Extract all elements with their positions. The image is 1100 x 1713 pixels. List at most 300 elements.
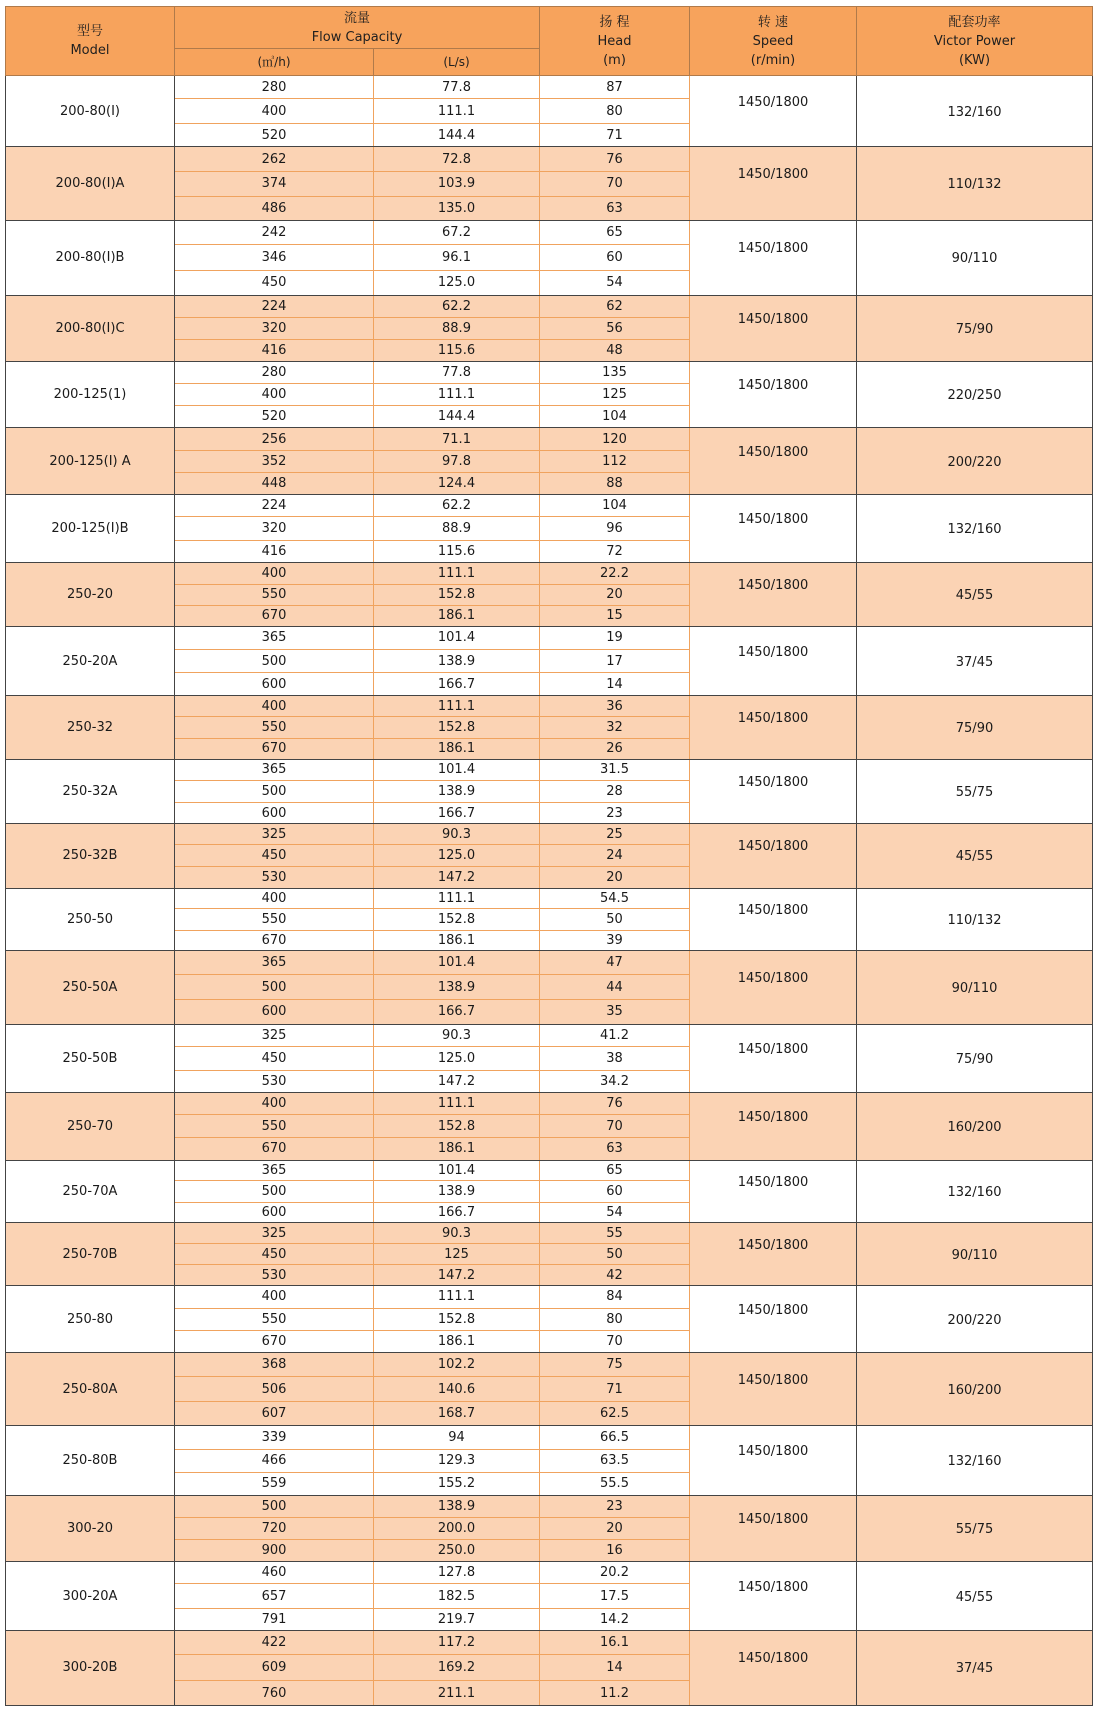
- header-flow-unit-ls: (L/s): [374, 49, 540, 76]
- header-speed-en: Speed: [752, 33, 794, 49]
- ls-cell: 111.1: [374, 1093, 540, 1115]
- ls-cell: 186.1: [374, 930, 540, 950]
- head-cell: 54.5: [540, 888, 690, 908]
- power-cell: 220/250: [857, 362, 1093, 428]
- m3h-cell: 325: [175, 1222, 374, 1243]
- head-cell: 31.5: [540, 759, 690, 780]
- ls-cell: 147.2: [374, 1070, 540, 1092]
- ls-cell: 124.4: [374, 472, 540, 494]
- m3h-cell: 320: [175, 517, 374, 541]
- header-flow-en: Flow Capacity: [311, 29, 403, 45]
- power-cell: 75/90: [857, 295, 1093, 361]
- power-cell: 132/160: [857, 494, 1093, 562]
- ls-cell: 166.7: [374, 1000, 540, 1024]
- ls-cell: 144.4: [374, 406, 540, 428]
- model-cell: 250-32B: [6, 824, 175, 888]
- ls-cell: 101.4: [374, 626, 540, 649]
- m3h-cell: 416: [175, 541, 374, 563]
- table-row: [6, 1286, 1093, 1308]
- m3h-cell: 657: [175, 1584, 374, 1608]
- m3h-cell: 368: [175, 1352, 374, 1376]
- ls-cell: 129.3: [374, 1449, 540, 1472]
- head-cell: 22.2: [540, 563, 690, 584]
- m3h-cell: 400: [175, 99, 374, 124]
- table-row: [6, 1160, 1093, 1180]
- m3h-cell: 242: [175, 221, 374, 245]
- header-speed: [690, 7, 857, 76]
- ls-cell: 138.9: [374, 975, 540, 1000]
- model-cell: 250-32: [6, 696, 175, 759]
- ls-cell: 103.9: [374, 171, 540, 196]
- speed-cell: 1450/1800: [690, 759, 857, 823]
- head-cell: 41.2: [540, 1024, 690, 1046]
- m3h-cell: 609: [175, 1654, 374, 1680]
- ls-cell: 96.1: [374, 245, 540, 271]
- power-cell: 160/200: [857, 1352, 1093, 1426]
- speed-cell: 1450/1800: [690, 626, 857, 695]
- head-cell: 44: [540, 975, 690, 1000]
- m3h-cell: 400: [175, 888, 374, 908]
- m3h-cell: 224: [175, 295, 374, 317]
- ls-cell: 138.9: [374, 1495, 540, 1517]
- model-cell: 200-125(I) A: [6, 428, 175, 494]
- header-model-en: Model: [70, 43, 110, 58]
- table-row: [6, 626, 1093, 649]
- power-cell: 45/55: [857, 1562, 1093, 1630]
- ls-cell: 111.1: [374, 384, 540, 406]
- m3h-cell: 607: [175, 1402, 374, 1426]
- model-cell: 200-80(I)C: [6, 295, 175, 361]
- head-cell: 135: [540, 362, 690, 384]
- head-cell: 96: [540, 517, 690, 541]
- m3h-cell: 346: [175, 245, 374, 271]
- head-cell: 63: [540, 196, 690, 220]
- speed-cell: 1450/1800: [690, 428, 857, 494]
- speed-cell: 1450/1800: [690, 1352, 857, 1426]
- ls-cell: 101.4: [374, 951, 540, 975]
- ls-cell: 166.7: [374, 673, 540, 696]
- ls-cell: 111.1: [374, 1286, 540, 1308]
- head-cell: 60: [540, 1180, 690, 1202]
- ls-cell: 211.1: [374, 1681, 540, 1706]
- head-cell: 80: [540, 99, 690, 124]
- ls-cell: 125.0: [374, 1046, 540, 1070]
- head-cell: 76: [540, 147, 690, 171]
- ls-cell: 138.9: [374, 780, 540, 802]
- model-cell: 250-50: [6, 888, 175, 950]
- table-row: [6, 362, 1093, 384]
- table-row: [6, 1352, 1093, 1376]
- m3h-cell: 520: [175, 124, 374, 147]
- power-cell: 132/160: [857, 1426, 1093, 1495]
- head-cell: 36: [540, 696, 690, 717]
- m3h-cell: 600: [175, 1202, 374, 1222]
- table-row: [6, 221, 1093, 245]
- m3h-cell: 670: [175, 738, 374, 759]
- power-cell: 110/132: [857, 888, 1093, 950]
- ls-cell: 115.6: [374, 541, 540, 563]
- ls-cell: 77.8: [374, 76, 540, 99]
- model-cell: 250-20: [6, 563, 175, 626]
- table-row: [6, 494, 1093, 516]
- m3h-cell: 460: [175, 1562, 374, 1584]
- ls-cell: 147.2: [374, 1265, 540, 1286]
- table-row: [6, 147, 1093, 171]
- header-flow-unit-m3: (㎥/h): [175, 49, 374, 76]
- ls-cell: 155.2: [374, 1472, 540, 1495]
- power-cell: 37/45: [857, 1630, 1093, 1705]
- speed-cell: 1450/1800: [690, 1093, 857, 1160]
- model-cell: 200-80(I): [6, 76, 175, 147]
- head-cell: 32: [540, 717, 690, 738]
- head-cell: 42: [540, 1265, 690, 1286]
- speed-cell: 1450/1800: [690, 76, 857, 147]
- m3h-cell: 530: [175, 1265, 374, 1286]
- table-row: [6, 563, 1093, 584]
- ls-cell: 111.1: [374, 563, 540, 584]
- ls-cell: 182.5: [374, 1584, 540, 1608]
- head-cell: 63: [540, 1138, 690, 1160]
- speed-cell: 1450/1800: [690, 362, 857, 428]
- speed-cell: 1450/1800: [690, 696, 857, 759]
- ls-cell: 168.7: [374, 1402, 540, 1426]
- m3h-cell: 448: [175, 472, 374, 494]
- model-cell: 250-50B: [6, 1024, 175, 1092]
- power-cell: 110/132: [857, 147, 1093, 221]
- speed-cell: 1450/1800: [690, 888, 857, 950]
- table-row: [6, 1426, 1093, 1449]
- m3h-cell: 486: [175, 196, 374, 220]
- table-row: [6, 1495, 1093, 1517]
- m3h-cell: 365: [175, 951, 374, 975]
- m3h-cell: 365: [175, 1160, 374, 1180]
- ls-cell: 152.8: [374, 1308, 540, 1330]
- m3h-cell: 365: [175, 759, 374, 780]
- table-row: [6, 1630, 1093, 1654]
- m3h-cell: 500: [175, 780, 374, 802]
- head-cell: 75: [540, 1352, 690, 1376]
- ls-cell: 250.0: [374, 1540, 540, 1562]
- head-cell: 87: [540, 76, 690, 99]
- table-row: [6, 76, 1093, 99]
- speed-cell: 1450/1800: [690, 1160, 857, 1222]
- m3h-cell: 422: [175, 1630, 374, 1654]
- ls-cell: 135.0: [374, 196, 540, 220]
- model-cell: 200-125(I)B: [6, 494, 175, 562]
- power-cell: 200/220: [857, 428, 1093, 494]
- power-cell: 160/200: [857, 1093, 1093, 1160]
- m3h-cell: 224: [175, 494, 374, 516]
- ls-cell: 166.7: [374, 803, 540, 824]
- head-cell: 20: [540, 1517, 690, 1539]
- power-cell: 55/75: [857, 759, 1093, 823]
- m3h-cell: 760: [175, 1681, 374, 1706]
- m3h-cell: 600: [175, 673, 374, 696]
- power-cell: 45/55: [857, 824, 1093, 888]
- m3h-cell: 400: [175, 1286, 374, 1308]
- ls-cell: 152.8: [374, 717, 540, 738]
- ls-cell: 166.7: [374, 1202, 540, 1222]
- model-cell: 250-70B: [6, 1222, 175, 1285]
- m3h-cell: 400: [175, 1093, 374, 1115]
- head-cell: 20: [540, 584, 690, 605]
- model-cell: 250-80: [6, 1286, 175, 1352]
- power-cell: 90/110: [857, 1222, 1093, 1285]
- head-cell: 112: [540, 450, 690, 472]
- ls-cell: 67.2: [374, 221, 540, 245]
- ls-cell: 125: [374, 1244, 540, 1265]
- ls-cell: 88.9: [374, 517, 540, 541]
- model-cell: 200-80(I)B: [6, 221, 175, 296]
- m3h-cell: 450: [175, 845, 374, 867]
- head-cell: 17: [540, 650, 690, 673]
- m3h-cell: 550: [175, 717, 374, 738]
- head-cell: 55: [540, 1222, 690, 1243]
- m3h-cell: 559: [175, 1472, 374, 1495]
- speed-cell: 1450/1800: [690, 951, 857, 1025]
- header-power-unit: (KW): [958, 52, 991, 68]
- m3h-cell: 400: [175, 563, 374, 584]
- model-cell: 250-20A: [6, 626, 175, 695]
- table-row: [6, 824, 1093, 845]
- m3h-cell: 416: [175, 339, 374, 361]
- head-cell: 70: [540, 1330, 690, 1352]
- head-cell: 14.2: [540, 1608, 690, 1630]
- ls-cell: 152.8: [374, 1115, 540, 1138]
- m3h-cell: 450: [175, 271, 374, 295]
- ls-cell: 219.7: [374, 1608, 540, 1630]
- speed-cell: 1450/1800: [690, 824, 857, 888]
- ls-cell: 200.0: [374, 1517, 540, 1539]
- m3h-cell: 670: [175, 1330, 374, 1352]
- head-cell: 20.2: [540, 1562, 690, 1584]
- table-row: [6, 759, 1093, 780]
- m3h-cell: 374: [175, 171, 374, 196]
- table-row: [6, 1024, 1093, 1046]
- power-cell: 37/45: [857, 626, 1093, 695]
- ls-cell: 111.1: [374, 696, 540, 717]
- table-header: [6, 7, 1093, 76]
- m3h-cell: 600: [175, 1000, 374, 1024]
- table-body: [6, 76, 1093, 1706]
- ls-cell: 152.8: [374, 908, 540, 930]
- head-cell: 38: [540, 1046, 690, 1070]
- speed-cell: 1450/1800: [690, 147, 857, 221]
- table-row: [6, 1093, 1093, 1115]
- model-cell: 300-20B: [6, 1630, 175, 1705]
- head-cell: 11.2: [540, 1681, 690, 1706]
- header-power-en: Victor Power: [933, 33, 1016, 49]
- model-cell: 250-32A: [6, 759, 175, 823]
- ls-cell: 97.8: [374, 450, 540, 472]
- m3h-cell: 530: [175, 867, 374, 888]
- head-cell: 17.5: [540, 1584, 690, 1608]
- model-cell: 300-20A: [6, 1562, 175, 1630]
- head-cell: 63.5: [540, 1449, 690, 1472]
- model-cell: 250-70: [6, 1093, 175, 1160]
- head-cell: 23: [540, 1495, 690, 1517]
- m3h-cell: 500: [175, 1495, 374, 1517]
- m3h-cell: 450: [175, 1046, 374, 1070]
- pump-spec-table: [5, 6, 1093, 1706]
- head-cell: 65: [540, 1160, 690, 1180]
- header-head-unit: (m): [603, 52, 626, 68]
- head-cell: 14: [540, 1654, 690, 1680]
- m3h-cell: 280: [175, 362, 374, 384]
- m3h-cell: 791: [175, 1608, 374, 1630]
- m3h-cell: 365: [175, 626, 374, 649]
- ls-cell: 72.8: [374, 147, 540, 171]
- m3h-cell: 400: [175, 384, 374, 406]
- ls-cell: 94: [374, 1426, 540, 1449]
- power-cell: 75/90: [857, 696, 1093, 759]
- m3h-cell: 600: [175, 803, 374, 824]
- head-cell: 28: [540, 780, 690, 802]
- model-cell: 250-50A: [6, 951, 175, 1025]
- head-cell: 88: [540, 472, 690, 494]
- ls-cell: 138.9: [374, 1180, 540, 1202]
- speed-cell: 1450/1800: [690, 1630, 857, 1705]
- head-cell: 70: [540, 1115, 690, 1138]
- head-cell: 34.2: [540, 1070, 690, 1092]
- header-head-en: Head: [597, 33, 632, 49]
- header-model-cn: 型号: [76, 24, 103, 39]
- head-cell: 24: [540, 845, 690, 867]
- table-row: [6, 428, 1093, 450]
- ls-cell: 138.9: [374, 650, 540, 673]
- speed-cell: 1450/1800: [690, 295, 857, 361]
- head-cell: 16.1: [540, 1630, 690, 1654]
- head-cell: 19: [540, 626, 690, 649]
- ls-cell: 186.1: [374, 605, 540, 626]
- head-cell: 20: [540, 867, 690, 888]
- head-cell: 84: [540, 1286, 690, 1308]
- model-cell: 250-70A: [6, 1160, 175, 1222]
- m3h-cell: 520: [175, 406, 374, 428]
- power-cell: 132/160: [857, 76, 1093, 147]
- ls-cell: 101.4: [374, 1160, 540, 1180]
- m3h-cell: 500: [175, 650, 374, 673]
- ls-cell: 140.6: [374, 1377, 540, 1402]
- head-cell: 60: [540, 245, 690, 271]
- m3h-cell: 500: [175, 975, 374, 1000]
- ls-cell: 88.9: [374, 317, 540, 339]
- head-cell: 66.5: [540, 1426, 690, 1449]
- m3h-cell: 325: [175, 824, 374, 845]
- header-speed-cn: 转 速: [757, 14, 789, 30]
- speed-cell: 1450/1800: [690, 1024, 857, 1092]
- m3h-cell: 325: [175, 1024, 374, 1046]
- ls-cell: 186.1: [374, 738, 540, 759]
- ls-cell: 102.2: [374, 1352, 540, 1376]
- head-cell: 23: [540, 803, 690, 824]
- ls-cell: 90.3: [374, 824, 540, 845]
- header-flow-cn: 流量: [343, 10, 370, 26]
- header-flow: [175, 7, 540, 49]
- m3h-cell: 530: [175, 1070, 374, 1092]
- head-cell: 72: [540, 541, 690, 563]
- ls-cell: 117.2: [374, 1630, 540, 1654]
- header-model: [6, 7, 175, 76]
- ls-cell: 71.1: [374, 428, 540, 450]
- model-cell: 200-125(1): [6, 362, 175, 428]
- ls-cell: 90.3: [374, 1024, 540, 1046]
- ls-cell: 90.3: [374, 1222, 540, 1243]
- m3h-cell: 670: [175, 1138, 374, 1160]
- head-cell: 16: [540, 1540, 690, 1562]
- ls-cell: 147.2: [374, 867, 540, 888]
- m3h-cell: 670: [175, 605, 374, 626]
- head-cell: 26: [540, 738, 690, 759]
- model-cell: 300-20: [6, 1495, 175, 1561]
- model-cell: 250-80A: [6, 1352, 175, 1426]
- header-power: [857, 7, 1093, 76]
- power-cell: 132/160: [857, 1160, 1093, 1222]
- m3h-cell: 550: [175, 908, 374, 930]
- power-cell: 90/110: [857, 221, 1093, 296]
- ls-cell: 152.8: [374, 584, 540, 605]
- ls-cell: 169.2: [374, 1654, 540, 1680]
- table-row: [6, 295, 1093, 317]
- head-cell: 76: [540, 1093, 690, 1115]
- m3h-cell: 352: [175, 450, 374, 472]
- head-cell: 120: [540, 428, 690, 450]
- ls-cell: 186.1: [374, 1138, 540, 1160]
- head-cell: 71: [540, 1377, 690, 1402]
- head-cell: 71: [540, 124, 690, 147]
- head-cell: 50: [540, 1244, 690, 1265]
- ls-cell: 144.4: [374, 124, 540, 147]
- head-cell: 80: [540, 1308, 690, 1330]
- m3h-cell: 262: [175, 147, 374, 171]
- table-row: [6, 696, 1093, 717]
- m3h-cell: 400: [175, 696, 374, 717]
- head-cell: 62: [540, 295, 690, 317]
- speed-cell: 1450/1800: [690, 1495, 857, 1561]
- head-cell: 65: [540, 221, 690, 245]
- power-cell: 55/75: [857, 1495, 1093, 1561]
- speed-cell: 1450/1800: [690, 1562, 857, 1630]
- power-cell: 45/55: [857, 563, 1093, 626]
- head-cell: 25: [540, 824, 690, 845]
- head-cell: 35: [540, 1000, 690, 1024]
- m3h-cell: 550: [175, 584, 374, 605]
- m3h-cell: 900: [175, 1540, 374, 1562]
- speed-cell: 1450/1800: [690, 563, 857, 626]
- m3h-cell: 550: [175, 1115, 374, 1138]
- ls-cell: 101.4: [374, 759, 540, 780]
- ls-cell: 186.1: [374, 1330, 540, 1352]
- header-head-cn: 扬 程: [599, 14, 630, 30]
- header-head: [540, 7, 690, 76]
- head-cell: 15: [540, 605, 690, 626]
- head-cell: 62.5: [540, 1402, 690, 1426]
- speed-cell: 1450/1800: [690, 221, 857, 296]
- head-cell: 104: [540, 494, 690, 516]
- ls-cell: 125.0: [374, 845, 540, 867]
- m3h-cell: 280: [175, 76, 374, 99]
- ls-cell: 77.8: [374, 362, 540, 384]
- m3h-cell: 670: [175, 930, 374, 950]
- speed-cell: 1450/1800: [690, 494, 857, 562]
- ls-cell: 115.6: [374, 339, 540, 361]
- m3h-cell: 720: [175, 1517, 374, 1539]
- table-row: [6, 1562, 1093, 1584]
- head-cell: 47: [540, 951, 690, 975]
- ls-cell: 127.8: [374, 1562, 540, 1584]
- head-cell: 50: [540, 908, 690, 930]
- ls-cell: 62.2: [374, 295, 540, 317]
